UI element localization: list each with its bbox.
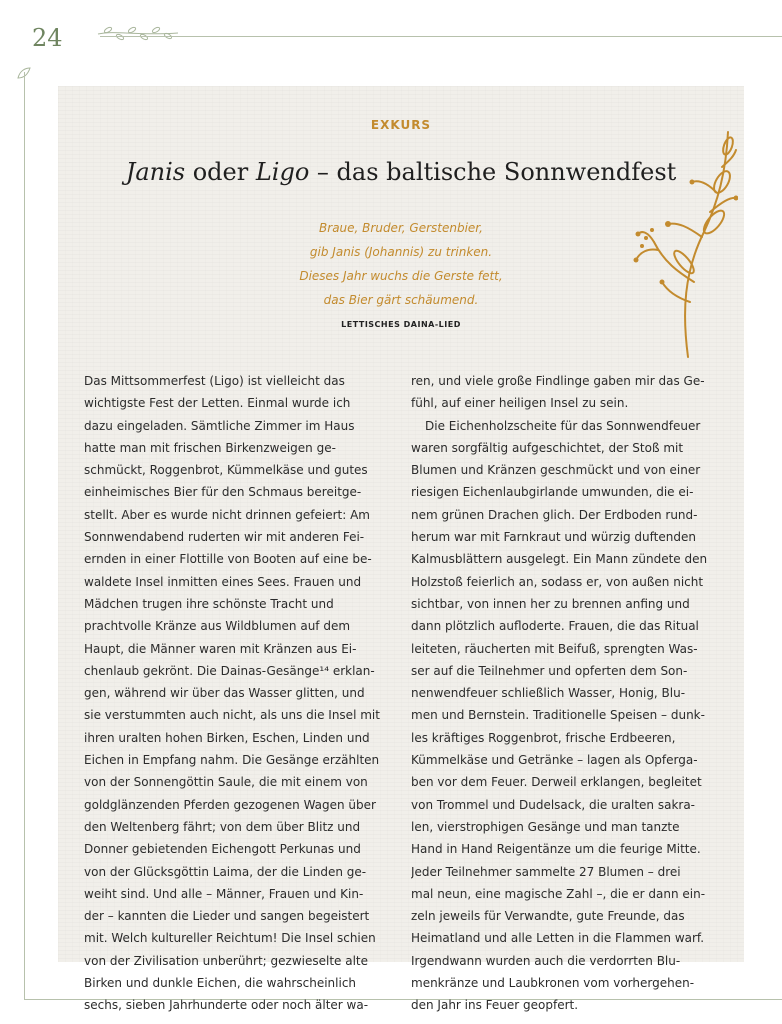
text-line: stellt. Aber es wurde nicht drinnen gefeiert: Am [84, 507, 370, 522]
title-part-oder: oder [185, 158, 256, 186]
text-line: einheimisches Bier für den Schmaus bereitge- [84, 485, 362, 500]
text-line: weiht sind. Und alle – Männer, Frauen und Kin- [84, 886, 364, 901]
poem-line: Dieses Jahr wuchs die Gerste fett, [299, 269, 503, 283]
text-line: Blumen und Kränzen geschmückt und von einer [411, 463, 701, 478]
text-line: der – kannten die Lieder und sangen begeistert [84, 909, 370, 924]
text-line: Die Eichenholzscheite für das Sonnwendfeuer [425, 418, 701, 433]
text-line: schmückt, Roggenbrot, Kümmelkäse und gutes [84, 463, 368, 478]
text-line: von der Sonnengöttin Saule, die mit einem von [84, 775, 368, 790]
herb-illustration-icon [618, 122, 738, 362]
text-line: Birken und dunkle Eichen, die wahrscheinlich [84, 976, 357, 991]
text-line: von der Zivilisation unberührt; gezwieselte alte [84, 953, 369, 968]
top-rule [100, 36, 782, 37]
title-part-janis: Janis [125, 158, 186, 186]
text-line: waldete Insel inmitten eines Sees. Frauen und [84, 574, 362, 589]
text-line: fühl, auf einer heiligen Insel zu sein. [411, 396, 629, 411]
text-line: goldglänzenden Pferden gezogenen Wagen über [84, 797, 376, 812]
text-line: Sonnwendabend ruderten wir mit anderen Fei- [84, 530, 365, 545]
text-line: nem grünen Drachen glich. Der Erdboden rund- [411, 507, 698, 522]
text-line: riesigen Eichenlaubgirlande umwunden, die ei- [411, 485, 694, 500]
text-line: Holzstoß feierlich an, sodass er, von außen nicht [411, 574, 704, 589]
text-line: nenwendfeuer schließlich Wasser, Honig, Blu- [411, 686, 686, 701]
text-line: Das Mittsommerfest (Ligo) ist vielleicht das [84, 374, 345, 388]
poem-line: das Bier gärt schäumend. [323, 293, 479, 307]
left-rule [24, 72, 25, 1000]
section-kicker: EXKURS [370, 118, 432, 132]
text-line: Jeder Teilnehmer sammelte 27 Blumen – drei [411, 864, 681, 879]
text-line: den Weltenberg fährt; von dem über Blitz und [84, 819, 361, 834]
text-line: von Trommel und Dudelsack, die uralten sakra- [411, 797, 696, 812]
text-line: ren, und viele große Findlinge gaben mir das Ge- [411, 374, 705, 388]
text-line: wichtigste Fest der Letten. Einmal wurde ich [84, 396, 351, 411]
text-line: ser auf die Teilnehmer und opferten dem Son- [411, 663, 688, 678]
text-line: dann plötzlich aufloderte. Frauen, die das Ritual [411, 619, 699, 634]
poem-line: gib Janis (Johannis) zu trinken. [309, 245, 493, 259]
text-line: mit. Welch kultureller Reichtum! Die Insel schien [84, 931, 376, 946]
text-line: ernden in einer Flottille von Booten auf eine be- [84, 552, 372, 567]
page-number: 24 [32, 24, 63, 52]
text-line: den Jahr ins Feuer geopfert. [411, 998, 579, 1013]
text-line: zeln jeweils für Verwandte, gute Freunde, das [411, 909, 685, 924]
text-line: waren sorgfältig aufgeschichtet, der Stoß mit [411, 440, 684, 455]
text-line: Mädchen trugen ihre schönste Tracht und [84, 596, 334, 611]
text-line: prachtvolle Kränze aus Wildblumen auf dem [84, 619, 351, 634]
text-line: gen, während wir über das Wasser glitten, und [84, 686, 365, 701]
text-column-right [411, 370, 709, 1017]
exkurs-box [58, 86, 744, 1013]
title-part-rest: – das baltische Sonnwendfest [309, 158, 677, 186]
poem-source: LETTISCHES DAINA-LIED [341, 320, 461, 329]
text-line: ihren uralten hohen Birken, Eschen, Linden und [84, 730, 370, 745]
text-line: von der Glücksgöttin Laima, der die Linden ge- [84, 864, 367, 879]
title-part-ligo: Ligo [255, 158, 310, 186]
poem-line: Braue, Bruder, Gerstenbier, [319, 221, 483, 235]
text-line: Kalmusblättern ausgelegt. Ein Mann zündete den [411, 552, 708, 567]
text-line: menkränze und Laubkronen vom vorhergehen- [411, 976, 695, 991]
text-line: sichtbar, von innen her zu brennen anfing und [411, 596, 690, 611]
text-line: sechs, sieben Jahrhunderte oder noch älter wa- [84, 998, 369, 1013]
text-line: Donner gebietenden Eichengott Perkunas und [84, 842, 361, 857]
text-line: Irgendwann wurden auch die verdorrten Blu- [411, 953, 681, 968]
text-line: chenlaub gekrönt. Die Dainas-Gesänge¹⁴ erklan- [84, 663, 375, 678]
text-line: Haupt, die Männer waren mit Kränzen aus Ei- [84, 641, 357, 656]
text-line: len, vierstrophigen Gesänge und man tanzte [411, 819, 680, 834]
text-line: men und Bernstein. Traditionelle Speisen – dunk- [411, 708, 705, 723]
text-line: sie verstummten auch nicht, als uns die Insel mit [84, 708, 380, 723]
text-line: mal neun, eine magische Zahl –, die er dann ein- [411, 886, 706, 901]
text-line: les kräftiges Roggenbrot, frische Erdbeeren, [411, 730, 676, 745]
text-column-left [84, 370, 382, 1017]
text-line: Eichen in Empfang nahm. Die Gesänge erzählten [84, 753, 380, 768]
text-line: Heimatland und alle Letten in die Flammen warf. [411, 931, 705, 946]
text-line: ben vor dem Feuer. Derweil erklangen, begleitet [411, 775, 702, 790]
vine-ornament-icon [96, 22, 180, 44]
text-line: leiteten, räucherten mit Beifuß, sprengten Was- [411, 641, 698, 656]
text-line: dazu eingeladen. Sämtliche Zimmer im Haus [84, 418, 355, 433]
text-line: hatte man mit frischen Birkenzweigen ge- [84, 440, 336, 455]
text-line: Hand in Hand Reigentänze um die feurige Mitte. [411, 842, 701, 857]
text-line: Kümmelkäse und Getränke – lagen als Opferga- [411, 753, 698, 768]
text-line: herum war mit Farnkraut und würzig duftenden [411, 530, 696, 545]
